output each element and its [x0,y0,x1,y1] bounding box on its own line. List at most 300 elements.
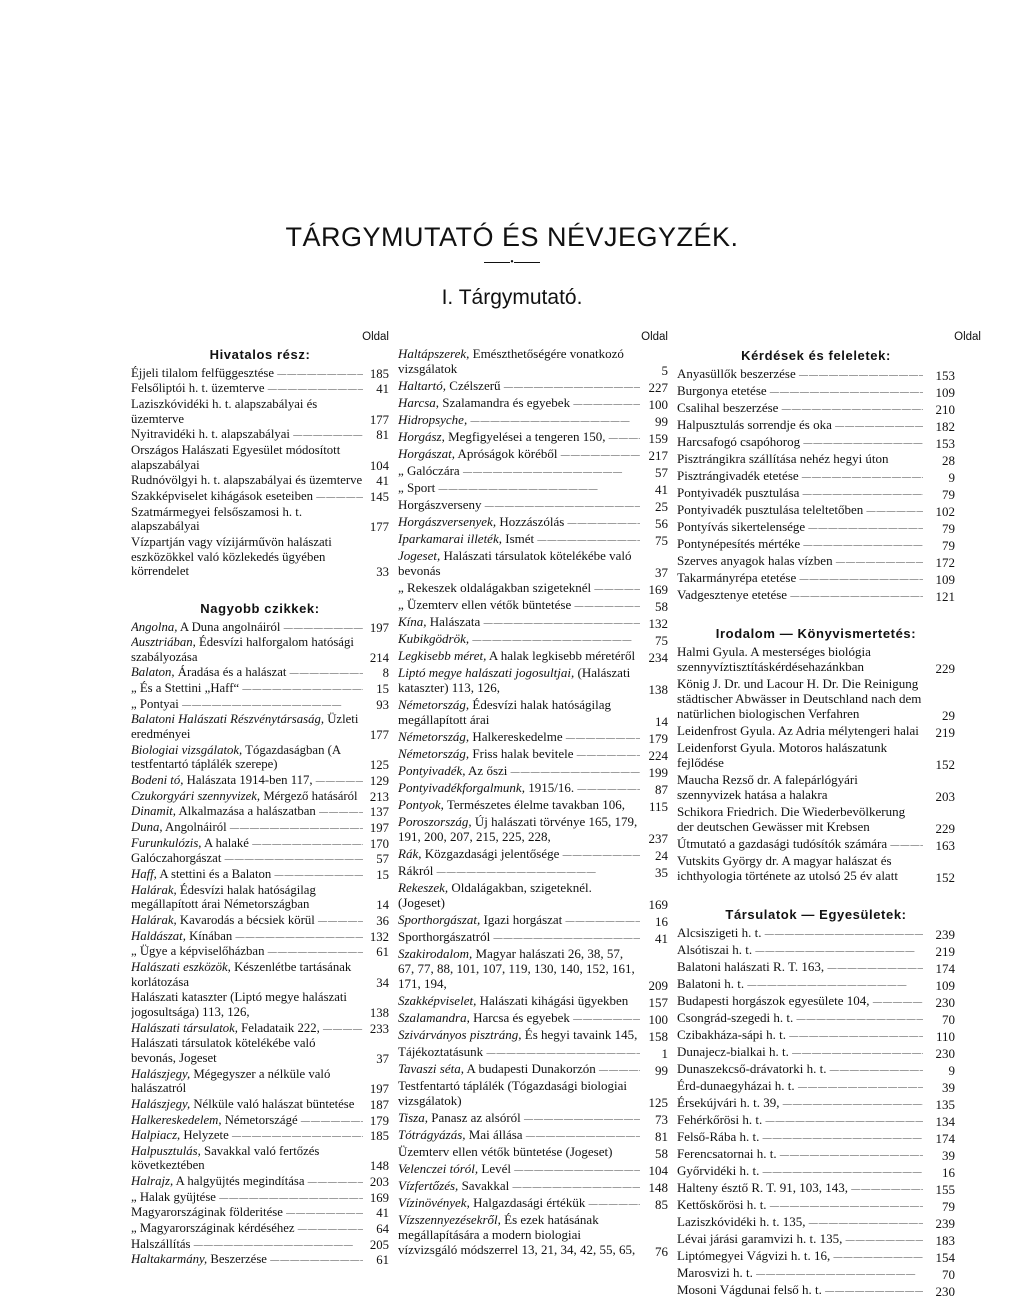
entry-keyword: Haltartó, [398,378,447,393]
index-entry [131,681,389,697]
entry-page-number: 34 [376,975,389,990]
entry-text: König J. Dr. und Lacour H. Dr. Die Reinigung städtischer Abwässer in Deutschland nach dem natürlichen biologischen Verfahren [677,676,922,721]
index-entry [677,1265,955,1282]
entry-text: Ausztriában, Édesvízi halforgalom hatósági szabályozása [131,635,354,664]
entry-keyword: Balatoni Halászati Részvénytársaság, [131,712,325,727]
entry-keyword: Dinamit, [131,804,176,819]
entry-text: Horgászversenyek, Hozzászólás ————— [398,514,640,531]
index-entry [677,976,955,993]
index-entry [131,1237,389,1253]
entry-text: Czibakháza-sápi h. t. ————— [677,1027,923,1044]
entry-text: Németország, Friss halak bevitele ————— [398,746,640,763]
index-entry [398,912,668,929]
entry-keyword: Legkisebb méret, [398,648,487,663]
entry-text: Dunaszekcső-drávatorki h. t. ————— [677,1061,923,1078]
entry-text: Halászati kataszter (Liptó megye halászati jogosultsága) 113, 126, [131,990,347,1019]
entry-keyword: Vízfertőzés, [398,1178,459,1193]
entry-page-number: 183 [935,1233,955,1248]
index-entry [398,880,668,912]
entry-keyword: Duna, [131,820,163,835]
section-heading: Kérdések és feleletek: [741,348,891,363]
index-entry [398,1161,668,1178]
index-entry [398,1212,668,1259]
entry-text: Vízpartján vagy vízijárművön halászati eszközökkel való közlekedés ügyében körrendelet [131,534,332,579]
index-entry [131,443,389,473]
entry-text: Marosvizi h. t. ————— [677,1265,923,1282]
entry-keyword: Pontyok, [398,797,444,812]
entry-text: Vízinövények, Halgazdasági értékük ————— [398,1195,640,1212]
entry-text: Pontyivadékforgalmunk, 1915/16. ————— [398,780,640,797]
entry-text: Szakképviselet kihágások eseteiben ————— [131,489,363,505]
entry-page-number: 217 [648,448,668,463]
entry-page-number: 79 [942,538,955,553]
section-heading: Irodalom — Könyvismertetés: [715,626,917,641]
entry-text: Poroszország, Új halászati törvénye 165, 179, 191, 200, 207, 215, 225, 228, [398,814,638,844]
entry-text: Schikora Friedrich. Die Wiederbevölkerung der deutschen Gewässer mit Krebsen [677,804,906,834]
index-entry [677,853,955,885]
title-ornament: • [0,258,1024,268]
entry-text: Halpusztulás sorrendje és oka ————— [677,417,923,434]
entry-text: Felsőliptói h. t. üzemterve ————— [131,381,363,397]
index-entry [131,505,389,535]
entry-text: Halárak, Kavarodás a bécsiek körül ————— [131,913,363,929]
index-entry [131,773,389,789]
index-entry [131,944,389,960]
entry-page-number: 169 [369,1190,389,1205]
entry-page-number: 70 [942,1267,955,1282]
index-entry [398,797,668,814]
entry-text: Furunkulózis, A halaké ————— [131,836,363,852]
entry-page-number: 239 [935,1216,955,1231]
entry-text: Halpusztulás, Savakkal való fertőzés következtében [131,1143,320,1173]
entry-page-number: 79 [942,1199,955,1214]
entry-text: Éjjeli tilalom felfüggesztése ————— [131,366,363,382]
entry-text: Biologiai vizsgálatok, Tógazdaságban (A testfentartó táplálék szerepe) [131,742,341,772]
entry-text: Dunajecz-bialkai h. t. ————— [677,1044,923,1061]
entry-text: Győrvidéki h. t. ————— [677,1163,923,1180]
entry-text: Alcsiszigeti h. t. ————— [677,925,923,942]
entry-text: Szakirodalom, Magyar halászati 26, 38, 57, 67, 77, 88, 101, 107, 119, 130, 140, 152, 161, 171, 194, [398,946,635,991]
index-entry [677,942,955,959]
entry-text: Anyasüllők beszerzése ————— [677,366,923,383]
index-entry [677,772,955,804]
entry-text: Magyarországinak földeritése ————— [131,1205,363,1221]
entry-text: Halászjegy, Nélküle való halászat büntetése [131,1096,355,1111]
entry-text: „ Ügye a képviselőházban ————— [131,944,363,960]
index-entry [677,1146,955,1163]
entry-keyword: Jogeset, [398,548,441,563]
entry-keyword: Haff, [131,867,157,881]
entry-text: Bodeni tó, Halászata 1914-ben 117, ————— [131,773,363,789]
entry-text: Halászjegy, Mégegyszer a nélküle való halászatról [131,1066,331,1096]
entry-text: Iparkamarai illeték, Ismét ————— [398,531,640,548]
index-entry [398,395,668,412]
index-entry [677,959,955,976]
entry-keyword: Pontyivadékforgalmunk, [398,780,525,795]
entry-page-number: 135 [935,1097,955,1112]
entry-page-number: 14 [376,898,389,913]
entry-text: Legkisebb méret, A halak legkisebb méretéről [398,648,636,663]
index-entry [677,1112,955,1129]
entry-page-number: 177 [369,728,389,743]
page-column-label: Oldal [641,331,668,343]
entry-page-number: 148 [369,1159,389,1174]
entry-page-number: 172 [935,555,955,570]
entry-page-number: 213 [369,789,389,804]
index-entry [131,743,389,773]
entry-page-number: 70 [942,1012,955,1027]
entry-page-number: 100 [648,1012,668,1027]
entry-page-number: 237 [648,831,668,846]
entry-keyword: Kubikgödrök, [398,631,470,646]
entry-text: Sporthorgászat, Igazi horgászat ————— [398,912,640,929]
entry-keyword: Halpusztulás, [131,1143,201,1158]
entry-text: Balatoni h. t. ————— [677,976,923,993]
index-entry [398,1127,668,1144]
index-entry [398,746,668,763]
entry-page-number: 233 [369,1021,389,1036]
entry-keyword: Biologiai vizsgálatok, [131,742,243,757]
index-entry [398,1178,668,1195]
entry-text: Vutskits György dr. A magyar halászat és ichthyologia története az utolsó 25 év alatt [677,853,898,883]
entry-page-number: 75 [655,633,668,648]
entry-page-number: 8 [382,666,389,681]
entry-page-number: 110 [935,1029,955,1044]
entry-text: Fehérkőrösi h. t. ————— [677,1112,923,1129]
entry-page-number: 5 [661,363,668,378]
entry-page-number: 104 [369,458,389,473]
entry-keyword: Halászjegy, [131,1066,191,1081]
entry-text: Velenczei tóról, Levél ————— [398,1161,640,1178]
index-entry [677,1044,955,1061]
entry-text: Alsótiszai h. t. ————— [677,942,923,959]
entry-text: Halpiacz, Helyzete ————— [131,1128,363,1144]
entry-text: Horgász, Megfigyelései a tengeren 150, ————— [398,429,640,446]
index-entry [131,1036,389,1066]
index-entry [677,804,955,836]
entry-text: Duna, Angolnáiról ————— [131,820,363,836]
index-entry [131,712,389,742]
entry-text: Haldászat, Kínában ————— [131,929,363,945]
index-entry [677,468,955,485]
entry-page-number: 25 [655,499,668,514]
entry-text: Németország, Édesvízi halak hatóságilag megállapított árai [398,697,612,727]
entry-page-number: 153 [935,436,955,451]
index-entry [131,1252,389,1268]
entry-page-number: 35 [655,865,668,880]
index-entry [677,519,955,536]
entry-page-number: 138 [648,682,668,697]
entry-keyword: Halászati eszközök, [131,959,231,974]
entry-page-number: 234 [648,650,668,665]
entry-page-number: 58 [655,599,668,614]
entry-text: Laziszkóvidéki h. t. 135, ————— [677,1214,923,1231]
entry-keyword: Halpiacz, [131,1128,181,1143]
entry-text: Leidenforst Gyula. Motoros halászatunk fejlődése [677,740,888,770]
index-entry [677,570,955,587]
index-entry [398,1027,668,1044]
index-entry [398,1044,668,1061]
index-entry [398,346,668,378]
index-entry [131,1067,389,1097]
index-entry [677,1061,955,1078]
entry-text: Szakképviselet, Halászati kihágási ügyekben [398,993,629,1008]
index-entry [398,863,668,880]
entry-page-number: 159 [648,431,668,446]
index-entry [677,836,955,853]
entry-keyword: Németország, [398,746,470,761]
index-entry [677,1129,955,1146]
index-entry [131,1174,389,1190]
entry-page-number: 39 [942,1148,955,1163]
entry-keyword: Tisza, [398,1110,428,1125]
entry-page-number: 81 [376,428,389,443]
entry-keyword: Halárak, [131,882,177,897]
entry-text: Halászati társulatok kötelékébe való bevonás, Jogeset [131,1036,316,1065]
index-entry [398,631,668,648]
entry-keyword: Haldászat, [131,928,186,943]
entry-text: Érd-dunaegyházai h. t. ————— [677,1078,923,1095]
entry-keyword: Czukorgyári szennyvizek, [131,788,261,803]
entry-text: Nyitravidéki h. t. alapszabályai ————— [131,427,363,443]
index-entry [398,1010,668,1027]
index-entry [398,697,668,729]
entry-text: Haltápszerek, Emészthetőségére vonatkozó vizsgálatok [398,346,624,376]
entry-text: Pisztrángivadék etetése ————— [677,468,923,485]
entry-text: Vízfertőzés, Savakkal ————— [398,1178,640,1195]
entry-keyword: Vízinövények, [398,1195,470,1210]
entry-text: Csalihal beszerzése ————— [677,400,923,417]
index-entry [677,1180,955,1197]
entry-keyword: Angolna, [131,619,178,634]
entry-page-number: 197 [369,821,389,836]
entry-text: Pontyivadék pusztulása ————— [677,485,923,502]
entry-text: Halmi Gyula. A mesterséges biológia szennyvíztisztításkérdésehazánkban [677,644,871,674]
index-entry [677,723,955,740]
index-entry [398,429,668,446]
entry-text: „ Galóczára ————— [398,463,640,480]
entry-page-number: 79 [942,487,955,502]
entry-text: „ Rekeszek oldalágakban szigeteknél ————— [398,580,640,597]
entry-page-number: 174 [935,1131,955,1146]
section-heading: Nagyobb czikkek: [200,600,320,616]
index-entry [398,446,668,463]
entry-text: Laziszkóvidéki h. t. alapszabályai és üzemterve [131,396,318,426]
entry-page-number: 199 [648,765,668,780]
entry-text [398,412,640,429]
entry-text: Horgászat, Apróságok köréből ————— [398,446,640,463]
index-entry [398,846,668,863]
entry-page-number: 41 [376,382,389,397]
entry-text: Haff, A stettini és a Balaton ————— [131,867,363,883]
entry-text: „ Halak gyüjtése ————— [131,1190,363,1206]
index-entry [398,514,668,531]
entry-text: Szivárványos pisztráng, És hegyi tavaink 145, [398,1027,638,1042]
entry-keyword: Haltakarmány, [131,1252,208,1267]
index-entry [398,946,668,993]
index-entry [131,366,389,382]
entry-page-number: 16 [655,914,668,929]
entry-page-number: 99 [655,1063,668,1078]
entry-page-number: 134 [935,1114,955,1129]
entry-page-number: 185 [369,366,389,381]
entry-text: Pontyivadék pusztulása teleltetőben ————— [677,502,923,519]
entry-page-number: 179 [648,731,668,746]
index-entry [398,1061,668,1078]
entry-page-number: 185 [369,1129,389,1144]
entry-keyword: Németország, [398,729,470,744]
entry-page-number: 239 [935,927,955,942]
entry-keyword: Szakképviselet, [398,993,477,1008]
index-entry [398,1078,668,1110]
index-entry [398,614,668,631]
entry-text: Országos Halászati Egyesület módosított alapszabályai [131,442,341,472]
index-entry [131,789,389,805]
index-entry [131,804,389,820]
index-entry [677,740,955,772]
entry-page-number: 15 [376,868,389,882]
entry-page-number: 58 [655,1146,668,1161]
index-entry [677,417,955,434]
entry-page-number: 137 [369,805,389,820]
entry-page-number: 28 [942,453,955,468]
entry-text: Ferencsatornai h. t. ————— [677,1146,923,1163]
index-entry [131,836,389,852]
entry-text: Harcsafogó csapóhorog ————— [677,434,923,451]
entry-page-number: 39 [942,1080,955,1095]
index-entry [677,1197,955,1214]
entry-text [398,631,640,648]
entry-page-number: 37 [376,1051,389,1066]
index-entry [398,580,668,597]
entry-text: Tótrágyázás, Mai állása ————— [398,1127,640,1144]
entry-keyword: Szalamandra, [398,1010,470,1025]
entry-page-number: 177 [369,520,389,535]
entry-page-number: 36 [376,913,389,928]
section-title: I. Tárgymutató. [441,286,583,309]
entry-text: Halrajz, A halgyüjtés megindítása ————— [131,1174,363,1190]
entry-page-number: 125 [648,1095,668,1110]
index-entry [398,378,668,395]
entry-text: Kettőskőrösi h. t. ————— [677,1197,923,1214]
entry-page-number: 14 [655,714,668,729]
entry-text: Burgonya etetése ————— [677,383,923,400]
entry-page-number: 230 [935,995,955,1010]
entry-page-number: 209 [648,978,668,993]
entry-page-number: 85 [655,1197,668,1212]
entry-keyword: Halászjegy, [131,1096,191,1111]
index-entry [398,729,668,746]
entry-text: „ Sport ————— [398,480,640,497]
index-entry [131,1205,389,1221]
entry-page-number: 76 [655,1244,668,1259]
entry-page-number: 93 [376,697,389,712]
index-entry [131,381,389,397]
entry-text: Halszállítás ————— [131,1237,363,1253]
index-entry [131,883,389,913]
entry-keyword: Németország, [398,697,470,712]
entry-page-number: 100 [648,397,668,412]
entry-text: Horgászverseny ————— [398,497,640,514]
entry-page-number: 9 [948,1063,955,1078]
entry-text: Németország, Halkereskedelme ————— [398,729,640,746]
index-entry [398,929,668,946]
index-entry [131,1128,389,1144]
index-entry [677,366,955,383]
index-entry [677,993,955,1010]
index-entry [131,990,389,1020]
index-entry [677,1095,955,1112]
entry-text: Vadgesztenye etetése ————— [677,587,923,604]
index-entry [398,1144,668,1161]
entry-page-number: 132 [369,929,389,944]
main-title: TÁRGYMUTATÓ ÉS NÉVJEGYZÉK. [285,222,739,252]
page-column-label: Oldal [954,331,981,343]
entry-keyword: Halkereskedelem, [131,1112,222,1127]
entry-page-number: 41 [376,1206,389,1221]
index-entry [677,383,955,400]
entry-text: Galóczahorgászat ————— [131,851,363,867]
entry-page-number: 170 [369,836,389,851]
index-entry [677,644,955,676]
section-heading: Hivatalos rész: [209,347,311,362]
entry-page-number: 81 [655,1129,668,1144]
index-entry [131,867,389,883]
entry-text: Halteny észtő R. T. 91, 103, 143, ————— [677,1180,923,1197]
index-entry [131,1190,389,1206]
entry-keyword: Bodeni tó, [131,773,184,788]
entry-text: Vízszennyezésekről, És ezek hatásának megállapítására a modern biologiai vízvizsgáló módszerrel 13, 21, 34, 42, 55, 65, [398,1212,636,1257]
index-entry [398,993,668,1010]
entry-page-number: 41 [655,482,668,497]
entry-keyword: Rák, [398,846,422,861]
index-entry [398,463,668,480]
entry-keyword: Haltápszerek, [398,346,470,361]
entry-keyword: Kína, [398,614,427,629]
column-1 [131,330,389,1268]
entry-page-number: 203 [935,789,955,804]
entry-text: Takarmányrépa etetése ————— [677,570,923,587]
entry-page-number: 219 [935,725,955,740]
entry-page-number: 41 [655,931,668,946]
entry-page-number: 138 [369,1005,389,1020]
entry-page-number: 187 [369,1097,389,1112]
entry-keyword: Hidropsyche, [398,412,468,427]
section-heading: Társulatok — Egyesületek: [725,907,907,922]
entry-keyword: Furunkulózis, [131,835,202,850]
entry-page-number: 75 [655,533,668,548]
index-entry [677,485,955,502]
index-entry [677,587,955,604]
entry-text: Tisza, Panasz az alsóról ————— [398,1110,640,1127]
entry-text: Tavaszi séta, A budapesti Dunakorzón ————— [398,1061,640,1078]
index-entry [131,697,389,713]
entry-page-number: 145 [369,489,389,504]
index-entry [131,1113,389,1129]
entry-text: Harcsa, Szalamandra és egyebek ————— [398,395,640,412]
entry-text: Jogeset, Halászati társulatok kötelékébe való bevonás [398,548,632,578]
index-entry [131,960,389,990]
entry-page-number: 229 [935,661,955,676]
entry-page-number: 230 [935,1284,955,1299]
index-entry [398,548,668,580]
index-entry [677,400,955,417]
entry-page-number: 205 [369,1237,389,1252]
entry-keyword: Ausztriában, [131,635,196,650]
entry-text: Czukorgyári szennyvizek, Mérgező hatásáról [131,788,358,803]
entry-keyword: Rekeszek, [398,880,449,895]
entry-page-number: 29 [942,708,955,723]
